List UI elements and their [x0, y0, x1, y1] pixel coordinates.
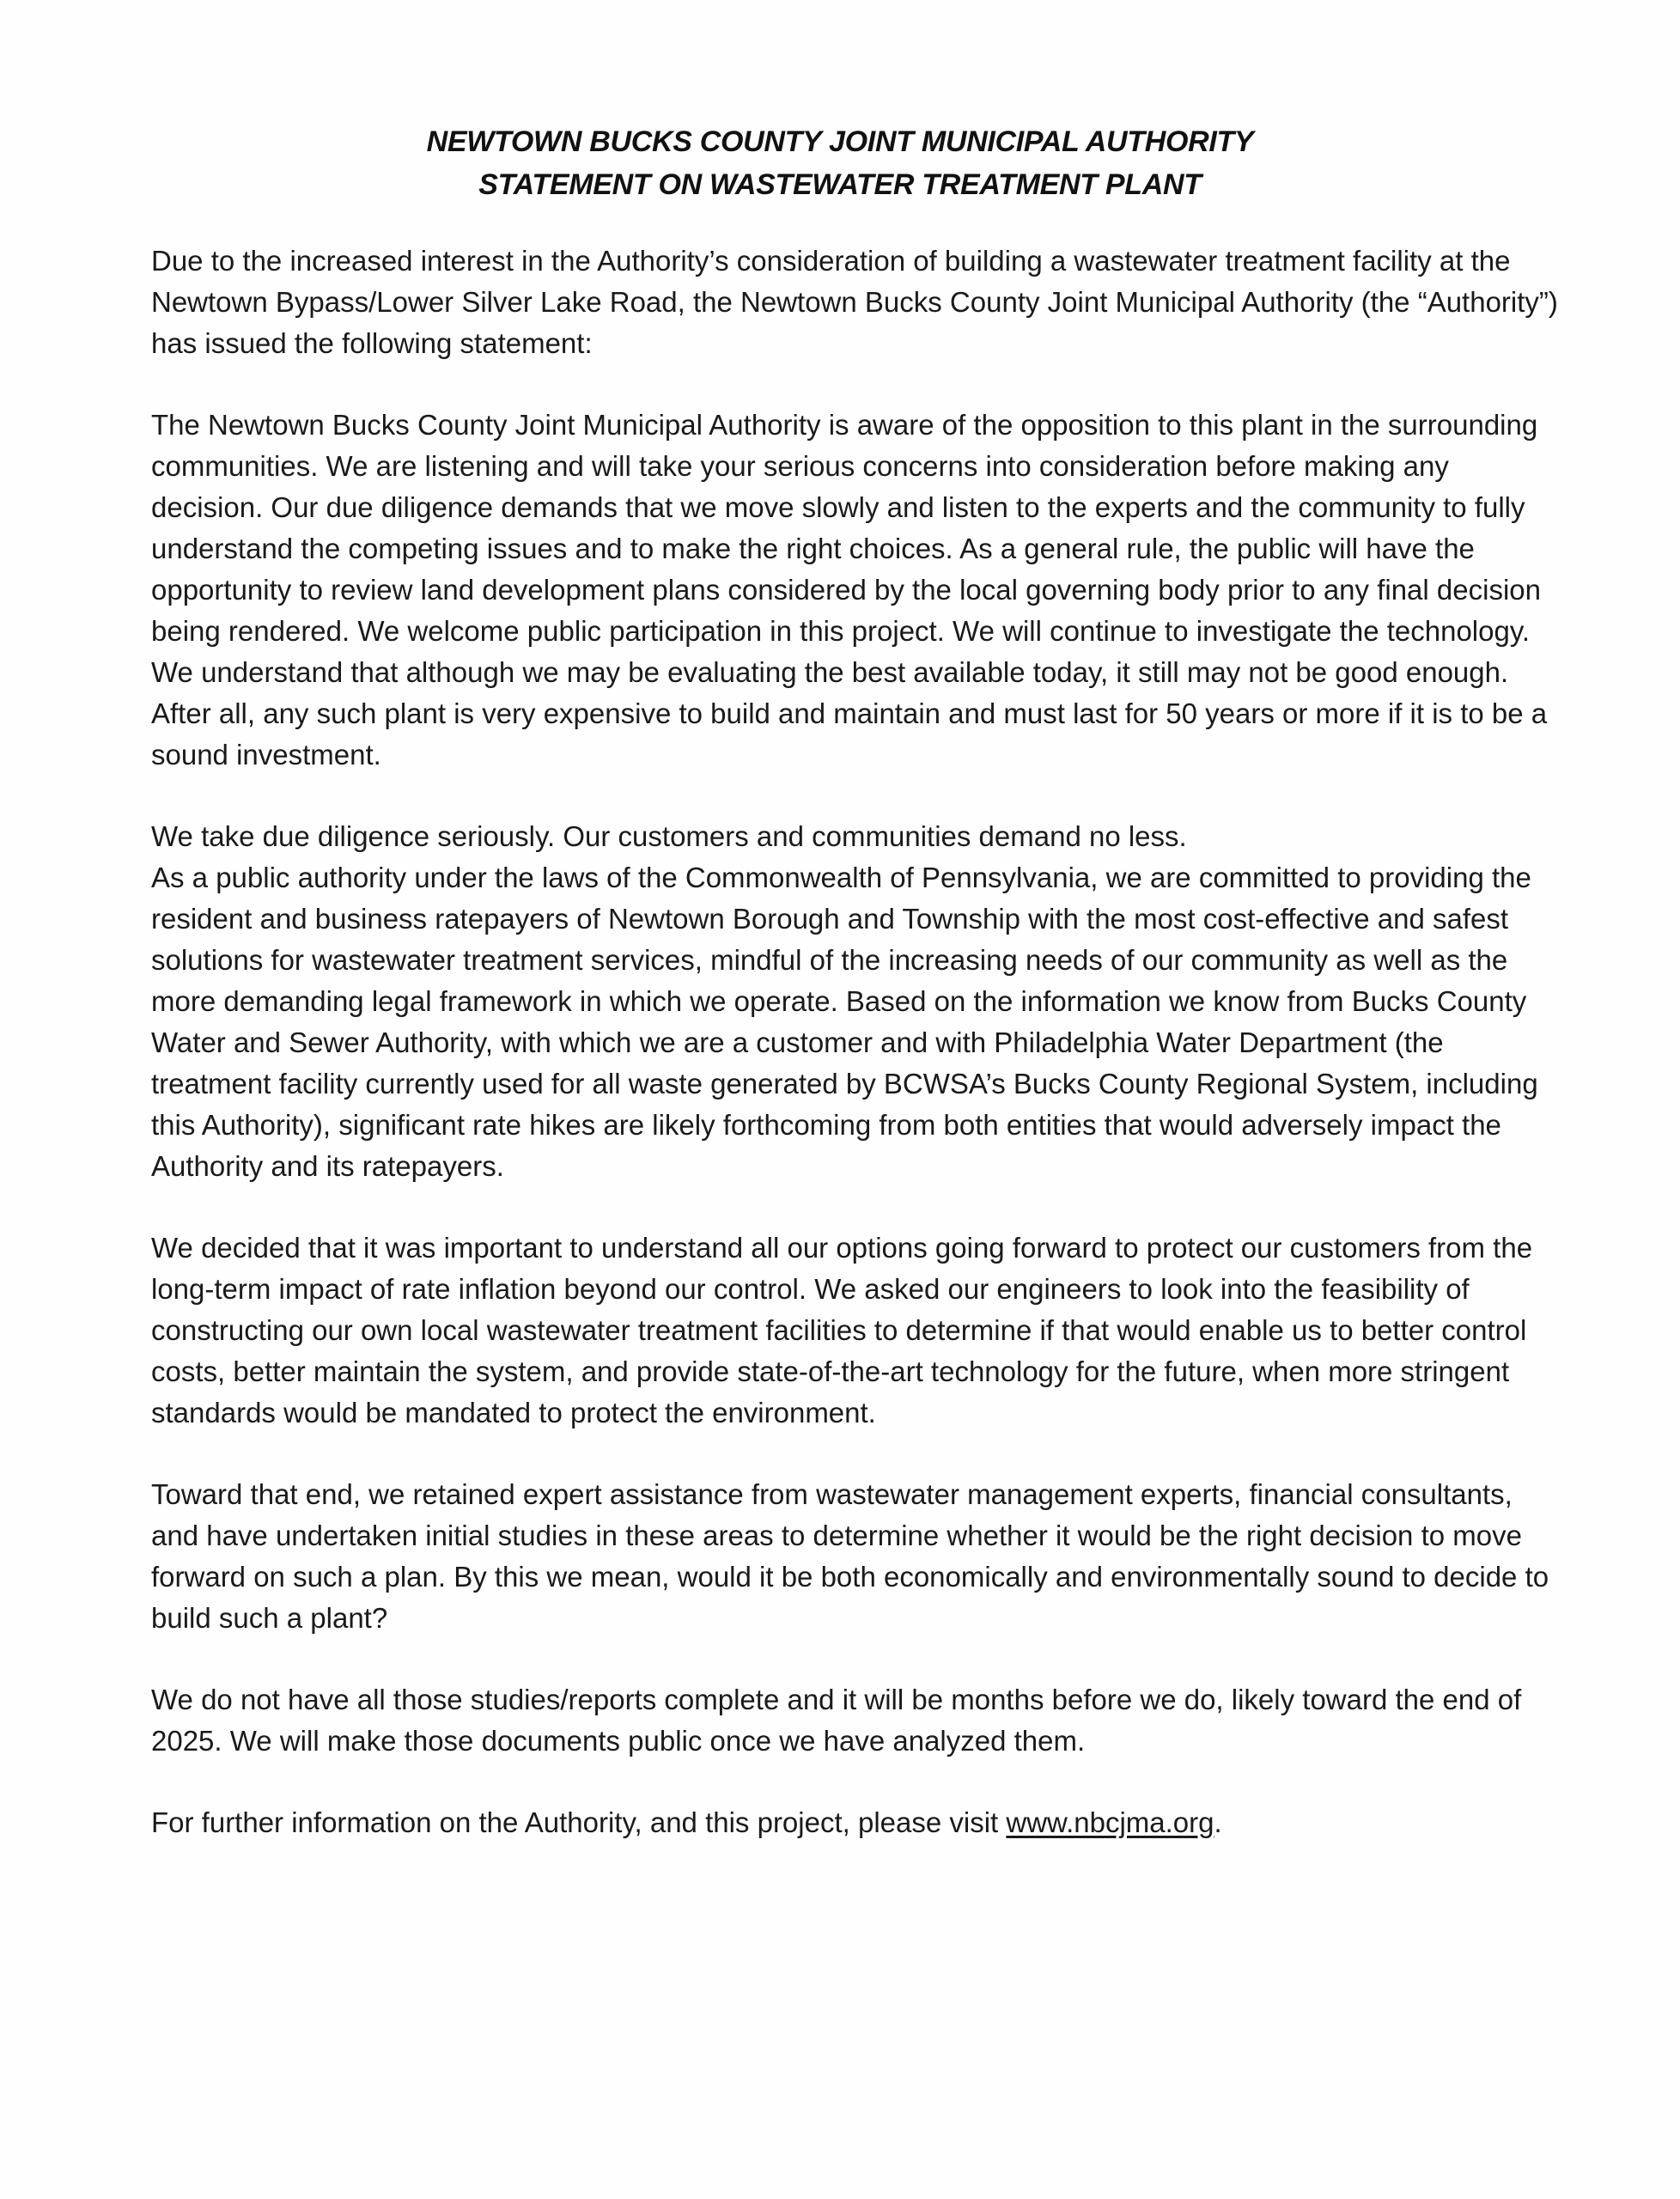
paragraph-options: We decided that it was important to understand all our options going forward to protect our customers from the long-term impact of rate inflation beyond our control. We asked our engineers to look into the feasibility of constructing our own local wastewater treatment facilities to determine if that would enable us to better control costs, better maintain the system, and provide state-of-the-art technology for the future, when more stringent standards would be mandated to protect the environment. [151, 1232, 1533, 1428]
title-line-1: NEWTOWN BUCKS COUNTY JOINT MUNICIPAL AUTHORITY [426, 125, 1254, 158]
paragraph-studies: We do not have all those studies/reports complete and it will be months before we do, likely toward the end of 2025. We will make those documents public once we have analyzed them. [151, 1684, 1522, 1757]
paragraph-public-authority: As a public authority under the laws of the Commonwealth of Pennsylvania, we are committed to providing the resident and business ratepayers of Newtown Borough and Township with the most cost-effective and safest solutions for wastewater treatment services, mindful of the increasing needs of our community as well as the more demanding legal framework in which we operate. Based on the information we know from Bucks County Water and Sewer Authority, with which we are a customer and with Philadelphia Water Department (the treatment facility currently used for all waste generated by BCWSA’s Bucks County Regional System, including this Authority), significant rate hikes are likely forthcoming from both entities that would adversely impact the Authority and its ratepayers. [151, 862, 1538, 1182]
paragraph-intro: Due to the increased interest in the Authority’s consideration of building a wastewater treatment facility at the Newtown Bypass/Lower Silver Lake Road, the Newtown Bucks County Joint Municipal Authority (the “Authority”) has issued the following statement: [151, 245, 1558, 359]
closing-text: For further information on the Authority, and this project, please visit [151, 1806, 1007, 1838]
closing-period: . [1214, 1806, 1222, 1838]
title-line-2: STATEMENT ON WASTEWATER TREATMENT PLANT [478, 168, 1202, 201]
paragraph-opposition: The Newtown Bucks County Joint Municipal Authority is aware of the opposition to this plant in the surrounding communities. We are listening and will take your serious concerns into consideration before making any decision. Our due diligence demands that we move slowly and listen to the experts and the community to fully understand the competing issues and to make the right choices. As a general rule, the public will have the opportunity to review land development plans considered by the local governing body prior to any final decision being rendered. We welcome public participation in this project. We will continue to investigate the technology. We understand that although we may be evaluating the best available today, it still may not be good enough. After all, any such plant is very expensive to build and maintain and must last for 50 years or more if it is to be a sound investment. [151, 409, 1548, 771]
paragraph-expert-assistance: Toward that end, we retained expert assistance from wastewater management experts, financial consultants, and have undertaken initial studies in these areas to determine whether it would be the right decision to move forward on such a plan. By this we mean, would it be both economically and environmentally sound to decide to build such a plant? [151, 1478, 1549, 1634]
document-body [151, 241, 1560, 1884]
document-heading [129, 120, 1551, 206]
paragraph-due-diligence: We take due diligence seriously. Our customers and communities demand no less. [151, 820, 1187, 852]
paragraph-closing [151, 1802, 1560, 1843]
website-link[interactable]: www.nbcjma.org [1006, 1806, 1214, 1838]
